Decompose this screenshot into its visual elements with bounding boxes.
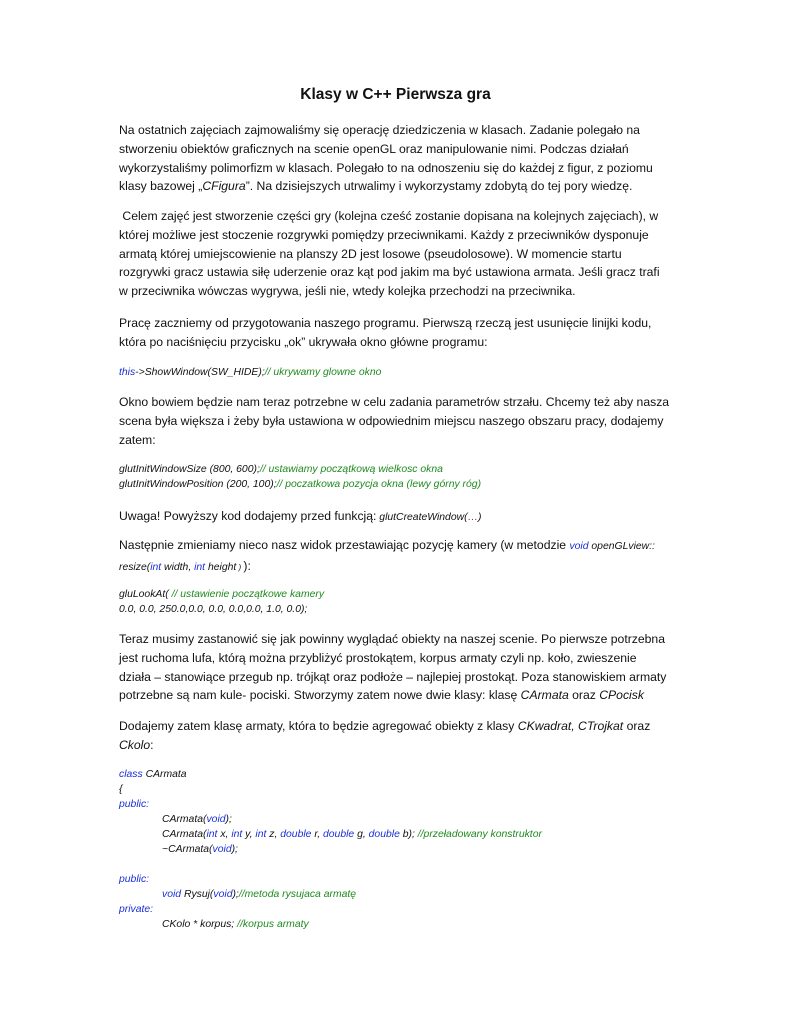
text-line: która po naciśnięciu przycisku „ok” ukrywała okno główne programu: (119, 334, 488, 349)
code-text: ->ShowWindow(SW_HIDE); (135, 367, 265, 378)
code-text: CArmata( (162, 814, 207, 825)
code-line (119, 872, 542, 887)
text-line: stworzeniu obiektów graficznych na scenie openGL oraz manipulowanie nimi. Podczas działań (119, 141, 629, 156)
paragraph-preparation (119, 314, 659, 352)
code-snippet-window-init (119, 462, 481, 492)
code-line: { (119, 784, 123, 795)
code-comment: // ustawiamy początkową wielkosc okna (259, 464, 443, 475)
inline-code-keyword: void (569, 541, 589, 552)
code-line (119, 812, 542, 827)
code-text: Rysuj( (181, 889, 214, 900)
code-text: g, (354, 829, 369, 840)
inline-code-ellipsis: … (467, 512, 478, 523)
text-segment: klasy bazowej „ (119, 179, 203, 194)
text-segment: Dodajemy zatem klasę armaty, która to będzie agregować obiekty z klasy (119, 719, 518, 733)
inline-code-keyword: int (194, 561, 206, 573)
text-line: scena była większa i żeby była ustawiona w odpowiednim miejscu naszego obszaru pracy, dodajemy (119, 413, 664, 428)
text-line: wykorzystaliśmy polimorfizm w klasach. Polegało to na odnoszeniu się do każdej z figur, z poziomu (119, 160, 653, 175)
code-text: ); (225, 814, 232, 825)
inline-code: width, (161, 561, 195, 573)
class-name-cfigura: CFigura (202, 179, 246, 194)
code-line (119, 587, 324, 602)
text-line (119, 507, 659, 528)
code-keyword: int (231, 829, 243, 840)
code-line (119, 767, 542, 782)
inline-code: ) (477, 512, 482, 523)
text-segment: oraz (623, 719, 651, 733)
code-line (119, 477, 481, 492)
code-keyword: void (213, 889, 233, 900)
text-line: działa – stanowiące przegub np. trójkąt oraz podłoże – najlepiej prostokąt. Poza stanowiskiem armaty (119, 669, 667, 684)
text-line (119, 717, 659, 736)
text-line (119, 736, 659, 755)
code-text: glutInitWindowSize (800, 600); (119, 464, 260, 475)
code-snippet-lookat (119, 587, 324, 617)
paragraph-armata-class (119, 717, 659, 755)
inline-code-keyword: int (150, 561, 162, 573)
code-text: gluLookAt( (119, 589, 172, 600)
text-line: rozgrywki gracz ustawia siłę uderzenie oraz kąt pod jakim ma być ustawiona armata. Jeśli gracz trafi (119, 265, 660, 280)
code-keyword: class (119, 769, 143, 780)
class-name-cpocisk: CPocisk (599, 688, 644, 703)
text-line: Na ostatnich zajęciach zajmowaliśmy się operację dziedziczenia w klasach. Zadanie polegało na (119, 123, 640, 137)
code-comment: // poczatkowa pozycja okna (lewy górny róg) (276, 479, 482, 490)
code-text: r, (311, 829, 323, 840)
code-text: ~CArmata( (162, 844, 213, 855)
code-blank-line (119, 857, 542, 872)
code-line (119, 827, 542, 842)
text-segment: ): (243, 558, 251, 573)
text-segment: Następnie zmieniamy nieco nasz widok przestawiając pozycję kamery (w metodzie (119, 538, 570, 552)
text-line: Okno bowiem będzie nam teraz potrzebne w celu zadania parametrów strzału. Chcemy też aby nasza (119, 395, 670, 409)
text-line: w przeciwnika wówczas wygrywa, jeśli nie, wtedy kolejka przechodzi na przeciwnika. (119, 284, 576, 299)
code-comment: // ustawienie początkowe kamery (171, 589, 325, 600)
code-class-carmata (119, 767, 542, 932)
paragraph-objects (119, 630, 667, 705)
code-keyword: void (162, 889, 182, 900)
code-keyword: private: (119, 904, 154, 915)
code-comment: //korpus armaty (237, 919, 309, 930)
code-line (119, 797, 542, 812)
text-line: której możliwe jest stoczenie rozgrywki pomiędzy przeciwnikami. Każdy z przeciwników dysponuje (119, 227, 649, 242)
code-text: glutInitWindowPosition (200, 100); (119, 479, 277, 490)
class-name-ckolo: Ckolo (119, 737, 151, 752)
code-keyword: int (206, 829, 218, 840)
inline-code: height (205, 561, 237, 573)
paragraph-camera (119, 536, 659, 578)
text-line: Pracę zaczniemy od przygotowania naszego programu. Pierwszą rzeczą jest usunięcie linijki kodu, (119, 316, 652, 330)
text-segment: Uwaga! Powyższy kod dodajemy przed funkcją: (119, 509, 377, 523)
code-line (119, 842, 542, 857)
inline-code: openGLview:: (588, 541, 655, 552)
page-title: Klasy w C++ Pierwsza gra (300, 86, 491, 103)
paragraph-intro (119, 121, 659, 196)
code-keyword: this (119, 367, 136, 378)
text-line: zatem: (119, 432, 156, 447)
code-keyword: double (280, 829, 312, 840)
text-segment: ”. Na dzisiejszych utrwalimy i wykorzystamy zdobytą do tej pory wiedzę. (245, 179, 633, 194)
inline-code: resize( (119, 561, 151, 573)
code-line (119, 365, 381, 380)
text-line (119, 557, 659, 578)
code-text: ); (231, 844, 238, 855)
text-segment: oraz (568, 688, 600, 703)
code-text: ); (232, 889, 239, 900)
code-line (119, 917, 542, 932)
code-text: y, (242, 829, 256, 840)
code-keyword: void (206, 814, 226, 825)
text-segment: potrzebne są nam kule- pociski. Stworzymy zatem nowe dwie klasy: klasę (119, 688, 521, 703)
code-comment: //przeładowany konstruktor (417, 829, 542, 840)
code-keyword: int (255, 829, 267, 840)
text-segment: : (150, 737, 154, 752)
code-text: CArmata (142, 769, 187, 780)
code-line (119, 887, 542, 902)
text-line: armatą której umiejscowienie na planszy 2D jest losowe (pseudolosowe). W momencie startu (119, 246, 622, 261)
code-text: CKolo * korpus; (162, 919, 238, 930)
code-line: 0.0, 0.0, 250.0,0.0, 0.0, 0.0,0.0, 1.0, 0.0); (119, 604, 308, 615)
code-keyword: void (212, 844, 232, 855)
paragraph-goal (119, 207, 659, 301)
code-line (119, 902, 542, 917)
code-keyword: public: (119, 799, 150, 810)
code-line (119, 462, 481, 477)
inline-code: ) (236, 562, 244, 572)
text-line: Teraz musimy zastanowić się jak powinny wyglądać obiekty na naszej scenie. Po pierwsze potrzebna (119, 632, 665, 646)
inline-code: glutCreateWindow( (376, 512, 468, 523)
code-text: CArmata( (162, 829, 207, 840)
code-keyword: public: (119, 874, 150, 885)
paragraph-note (119, 507, 659, 528)
code-text: z, (266, 829, 281, 840)
text-line (119, 686, 659, 705)
code-keyword: double (368, 829, 400, 840)
text-line: Celem zajęć jest stworzenie części gry (kolejna cześć zostanie dopisana na kolejnych zajęciach), w (119, 209, 659, 223)
code-text: x, (217, 829, 232, 840)
text-line (119, 536, 659, 557)
code-keyword: double (323, 829, 355, 840)
code-comment: // ukrywamy glowne okno (264, 367, 382, 378)
class-names: CKwadrat, CTrojkat (517, 719, 624, 733)
class-name-carmata: CArmata (520, 688, 569, 703)
paragraph-window (119, 393, 670, 449)
text-line: jest ruchoma lufa, którą można przybliżyć prostokątem, korpus armaty czyli np. koło, zwieszenie (119, 650, 637, 665)
code-snippet-showwindow (119, 365, 381, 380)
text-line (119, 177, 659, 196)
code-text: b); (399, 829, 418, 840)
code-comment: //metoda rysujaca armatę (238, 889, 357, 900)
